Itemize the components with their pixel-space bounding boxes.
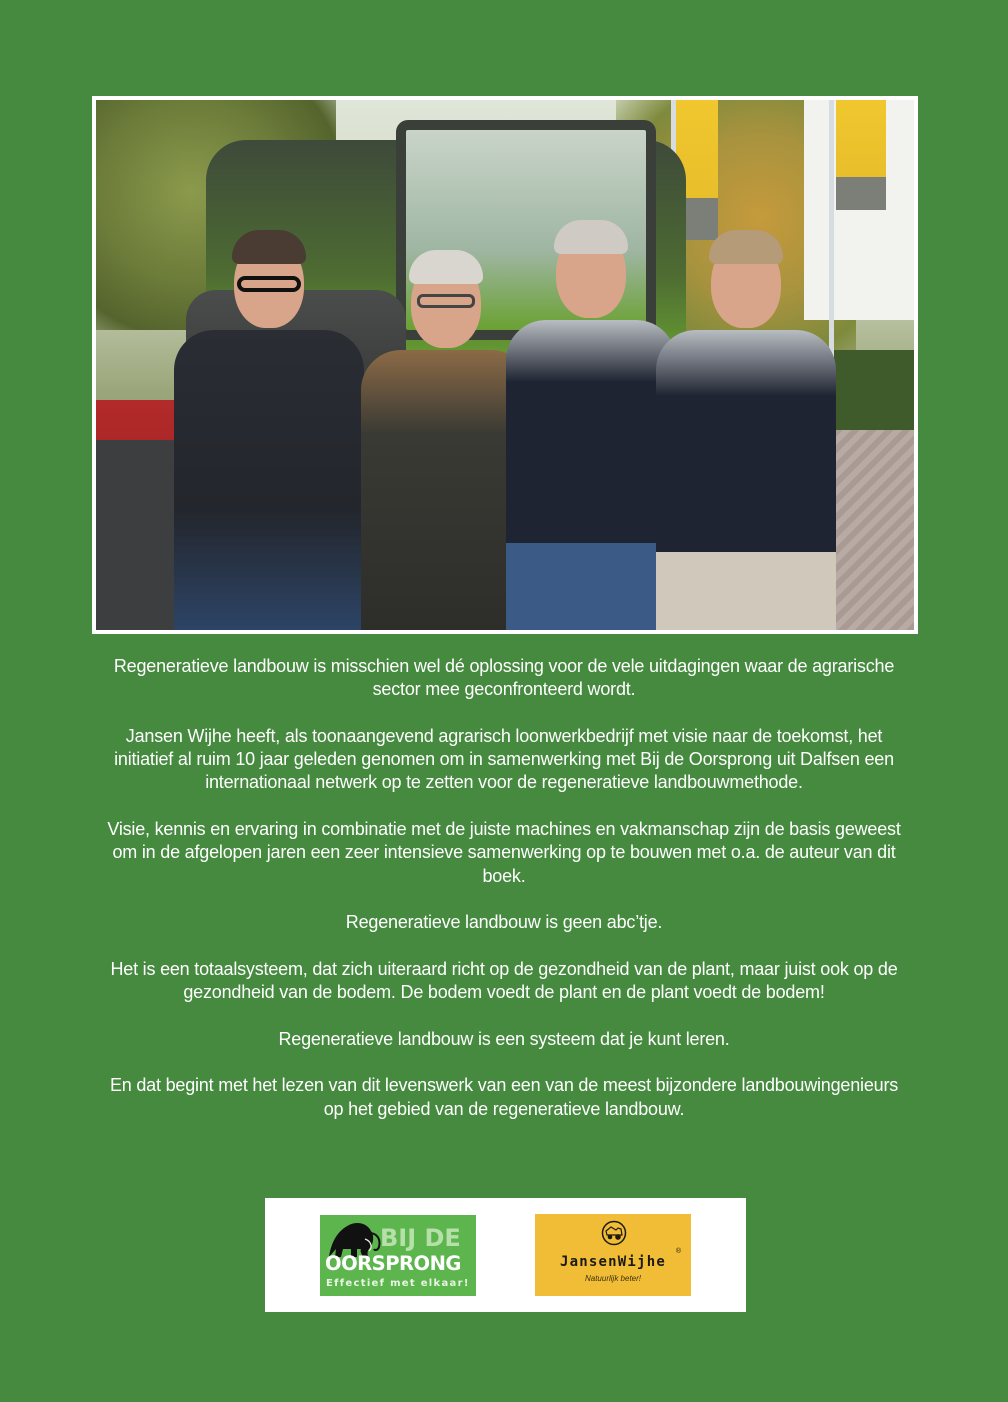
bij-de-oorsprong-logo — [320, 1215, 476, 1296]
registered-mark: ® — [675, 1248, 681, 1255]
person-1 — [174, 230, 364, 630]
logo-line2: OORSPRONG — [325, 1252, 461, 1275]
person-3 — [506, 220, 676, 630]
body-text — [100, 655, 908, 1121]
logo-tagline: Effectief met elkaar! — [326, 1278, 470, 1289]
person-4 — [656, 230, 836, 630]
logo-line1: BIJ DE — [380, 1224, 461, 1252]
paragraph: Het is een totaalsysteem, dat zich uiteraard richt op de gezondheid van de plant, maar juist ook op de gezondheid van de bodem. De bodem voedt de plant en de plant voedt de bodem! — [110, 958, 898, 1003]
paragraph: Regeneratieve landbouw is misschien wel dé oplossing voor de vele uitdagingen waar de agrarische sector mee geconfronteerd wordt. — [113, 656, 895, 700]
jansen-wijhe-flag — [836, 100, 886, 210]
group-photo — [96, 100, 914, 630]
logo-slogan: Natuurlijk beter! — [584, 1274, 642, 1283]
tractor-emblem-icon — [601, 1220, 627, 1246]
paragraph: Jansen Wijhe heeft, als toonaangevend agrarisch loonwerkbedrijf met visie naar de toekomst, het initiatief al ruim 10 jaar geleden genomen om in samenwerking met Bij de Oorsprong uit Dalfsen een internationaal netwerk op te zetten voor de regeneratieve landbouwmethode. — [114, 725, 894, 793]
logo-name: JansenWijhe — [560, 1254, 666, 1270]
sponsor-logos — [265, 1198, 746, 1312]
jansen-wijhe-logo — [535, 1214, 691, 1296]
paragraph: Regeneratieve landbouw is een systeem dat je kunt leren. — [278, 1028, 730, 1049]
front-weight — [96, 440, 186, 630]
paragraph: Visie, kennis en ervaring in combinatie met de juiste machines en vakmanschap zijn de basis geweest om in de afgelopen jaren een zeer intensieve samenwerking op te bouwen met o.a. de auteur van dit boek. — [107, 819, 901, 886]
paragraph: Regeneratieve landbouw is geen abc’tje. — [345, 912, 663, 933]
hedge — [824, 350, 914, 430]
cover-photo-frame — [92, 96, 918, 634]
paragraph: En dat begint met het lezen van dit levenswerk van een van de meest bijzondere landbouwingenieurs op het gebied van de regeneratieve landbouw. — [109, 1075, 899, 1119]
